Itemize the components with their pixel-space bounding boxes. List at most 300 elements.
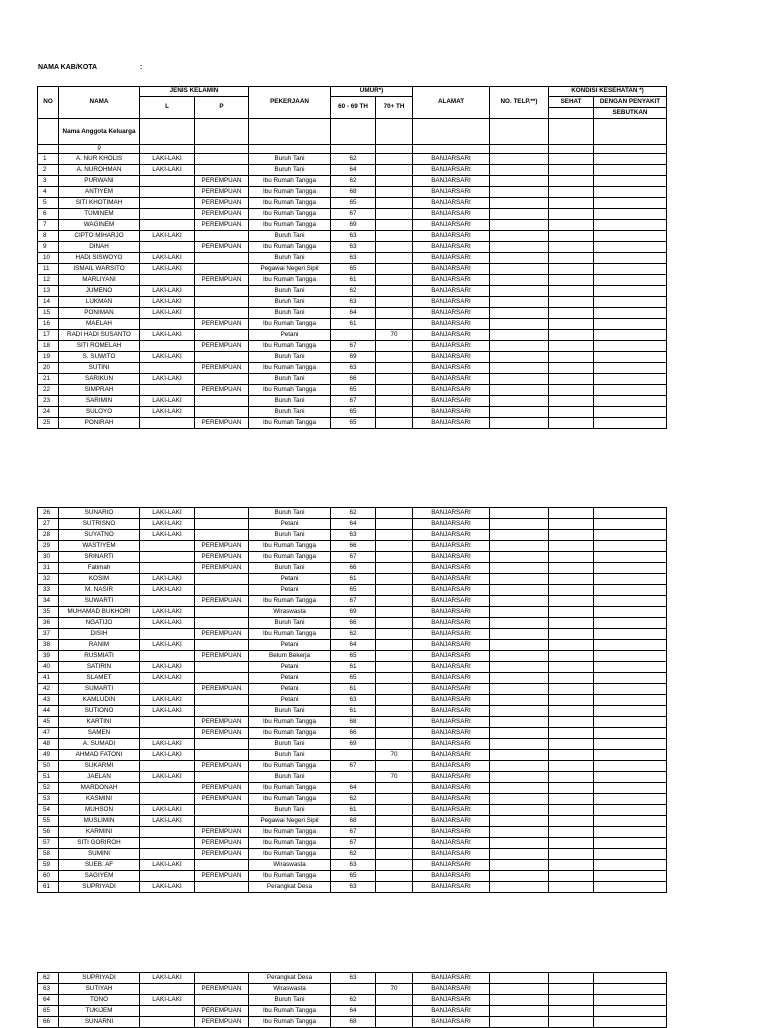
cell-alamat: BANJARSARI bbox=[413, 541, 490, 552]
cell-empty bbox=[490, 563, 549, 574]
header-blank bbox=[490, 119, 549, 145]
cell-no: 36 bbox=[38, 618, 59, 629]
cell-no: 40 bbox=[38, 662, 59, 673]
cell-pekerjaan: Ibu Rumah Tangga bbox=[249, 541, 331, 552]
table-row bbox=[38, 995, 667, 1006]
cell-no: 30 bbox=[38, 552, 59, 563]
cell-empty bbox=[490, 319, 549, 330]
cell-empty bbox=[490, 341, 549, 352]
cell-laki-laki: LAKI-LAKI bbox=[140, 816, 195, 827]
cell-no: 51 bbox=[38, 772, 59, 783]
cell-empty bbox=[490, 585, 549, 596]
cell-empty bbox=[549, 1006, 594, 1017]
table-row bbox=[38, 396, 667, 407]
header-nama-anggota: Nama Anggota Keluarga bbox=[59, 119, 140, 145]
header-blank bbox=[413, 145, 490, 154]
cell-empty bbox=[549, 552, 594, 563]
table-row bbox=[38, 651, 667, 662]
cell-alamat: BANJARSARI bbox=[413, 231, 490, 242]
cell-laki-laki: LAKI-LAKI bbox=[140, 508, 195, 519]
cell-nama: KARMINI bbox=[59, 827, 140, 838]
cell-umur-70 bbox=[376, 264, 413, 275]
cell-pekerjaan: Ibu Rumah Tangga bbox=[249, 629, 331, 640]
cell-umur-60-69: 65 bbox=[331, 871, 376, 882]
cell-empty bbox=[490, 385, 549, 396]
cell-pekerjaan: Ibu Rumah Tangga bbox=[249, 596, 331, 607]
cell-empty bbox=[490, 618, 549, 629]
table-row bbox=[38, 519, 667, 530]
cell-laki-laki bbox=[140, 596, 195, 607]
cell-alamat: BANJARSARI bbox=[413, 220, 490, 231]
cell-empty bbox=[594, 308, 667, 319]
cell-perempuan bbox=[195, 574, 249, 585]
cell-no: 64 bbox=[38, 995, 59, 1006]
cell-umur-70 bbox=[376, 396, 413, 407]
cell-empty bbox=[490, 396, 549, 407]
cell-pekerjaan: Belum Bekerja bbox=[249, 651, 331, 662]
table-row bbox=[38, 750, 667, 761]
cell-no: 49 bbox=[38, 750, 59, 761]
cell-empty bbox=[594, 629, 667, 640]
cell-laki-laki bbox=[140, 552, 195, 563]
cell-umur-70 bbox=[376, 695, 413, 706]
table-row bbox=[38, 319, 667, 330]
table-row bbox=[38, 662, 667, 673]
header-jenis-kelamin: JENIS KELAMIN bbox=[140, 87, 249, 97]
cell-umur-60-69 bbox=[331, 750, 376, 761]
cell-alamat: BANJARSARI bbox=[413, 596, 490, 607]
cell-pekerjaan: Ibu Rumah Tangga bbox=[249, 838, 331, 849]
cell-no: 45 bbox=[38, 717, 59, 728]
cell-empty bbox=[594, 596, 667, 607]
cell-no: 62 bbox=[38, 973, 59, 984]
cell-alamat: BANJARSARI bbox=[413, 816, 490, 827]
table-row bbox=[38, 209, 667, 220]
cell-empty bbox=[549, 341, 594, 352]
cell-perempuan: PEREMPUAN bbox=[195, 220, 249, 231]
cell-umur-70 bbox=[376, 407, 413, 418]
cell-umur-60-69: 66 bbox=[331, 541, 376, 552]
cell-empty bbox=[549, 882, 594, 893]
cell-nama: SAMEN bbox=[59, 728, 140, 739]
cell-perempuan bbox=[195, 253, 249, 264]
cell-umur-60-69: 68 bbox=[331, 717, 376, 728]
cell-nama: A. SUMADI bbox=[59, 739, 140, 750]
cell-umur-60-69: 65 bbox=[331, 418, 376, 429]
cell-no: 54 bbox=[38, 805, 59, 816]
cell-nama: DISIH bbox=[59, 629, 140, 640]
cell-laki-laki: LAKI-LAKI bbox=[140, 662, 195, 673]
table-row bbox=[38, 794, 667, 805]
cell-nama: SRINARTI bbox=[59, 552, 140, 563]
cell-perempuan: PEREMPUAN bbox=[195, 827, 249, 838]
cell-empty bbox=[594, 695, 667, 706]
cell-empty bbox=[490, 308, 549, 319]
cell-empty bbox=[490, 253, 549, 264]
cell-empty bbox=[594, 165, 667, 176]
cell-no: 66 bbox=[38, 1017, 59, 1028]
cell-umur-60-69: 64 bbox=[331, 519, 376, 530]
cell-no: 4 bbox=[38, 187, 59, 198]
table-row bbox=[38, 264, 667, 275]
cell-empty bbox=[549, 805, 594, 816]
cell-perempuan bbox=[195, 772, 249, 783]
cell-alamat: BANJARSARI bbox=[413, 695, 490, 706]
cell-laki-laki bbox=[140, 187, 195, 198]
cell-no: 35 bbox=[38, 607, 59, 618]
cell-no: 53 bbox=[38, 794, 59, 805]
cell-alamat: BANJARSARI bbox=[413, 651, 490, 662]
cell-no: 60 bbox=[38, 871, 59, 882]
cell-pekerjaan: Ibu Rumah Tangga bbox=[249, 849, 331, 860]
cell-empty bbox=[490, 629, 549, 640]
cell-umur-60-69: 64 bbox=[331, 165, 376, 176]
cell-laki-laki: LAKI-LAKI bbox=[140, 882, 195, 893]
cell-pekerjaan: Buruh Tani bbox=[249, 154, 331, 165]
header-blank bbox=[195, 119, 249, 145]
cell-nama: WASTIYEM bbox=[59, 541, 140, 552]
cell-laki-laki: LAKI-LAKI bbox=[140, 519, 195, 530]
cell-nama: LUKMAN bbox=[59, 297, 140, 308]
cell-pekerjaan: Ibu Rumah Tangga bbox=[249, 198, 331, 209]
table-row bbox=[38, 860, 667, 871]
cell-empty bbox=[490, 198, 549, 209]
cell-no: 20 bbox=[38, 363, 59, 374]
cell-umur-70 bbox=[376, 860, 413, 871]
cell-empty bbox=[594, 772, 667, 783]
cell-umur-70 bbox=[376, 629, 413, 640]
cell-perempuan: PEREMPUAN bbox=[195, 794, 249, 805]
cell-empty bbox=[549, 607, 594, 618]
table-row bbox=[38, 418, 667, 429]
cell-empty bbox=[594, 673, 667, 684]
cell-empty bbox=[549, 319, 594, 330]
cell-no: 28 bbox=[38, 530, 59, 541]
cell-empty bbox=[549, 563, 594, 574]
table-body-1 bbox=[38, 154, 667, 429]
cell-pekerjaan: Buruh Tani bbox=[249, 739, 331, 750]
cell-empty bbox=[549, 585, 594, 596]
table-row bbox=[38, 363, 667, 374]
cell-no: 57 bbox=[38, 838, 59, 849]
cell-empty bbox=[594, 209, 667, 220]
table-row bbox=[38, 607, 667, 618]
cell-no: 8 bbox=[38, 231, 59, 242]
cell-perempuan bbox=[195, 308, 249, 319]
cell-laki-laki: LAKI-LAKI bbox=[140, 574, 195, 585]
cell-empty bbox=[594, 849, 667, 860]
cell-laki-laki bbox=[140, 209, 195, 220]
cell-alamat: BANJARSARI bbox=[413, 519, 490, 530]
cell-laki-laki bbox=[140, 783, 195, 794]
cell-empty bbox=[594, 187, 667, 198]
cell-no: 6 bbox=[38, 209, 59, 220]
cell-nama: SUKARMI bbox=[59, 761, 140, 772]
cell-perempuan bbox=[195, 330, 249, 341]
cell-alamat: BANJARSARI bbox=[413, 973, 490, 984]
cell-perempuan: PEREMPUAN bbox=[195, 871, 249, 882]
cell-laki-laki bbox=[140, 761, 195, 772]
cell-perempuan bbox=[195, 673, 249, 684]
table-row bbox=[38, 242, 667, 253]
cell-no: 26 bbox=[38, 508, 59, 519]
cell-nama: SUYATNO bbox=[59, 530, 140, 541]
cell-perempuan bbox=[195, 816, 249, 827]
cell-nama: SLAMET bbox=[59, 673, 140, 684]
cell-no: 33 bbox=[38, 585, 59, 596]
header-dengan-penyakit: DENGAN PENYAKIT bbox=[594, 97, 667, 108]
cell-empty bbox=[549, 275, 594, 286]
cell-laki-laki: LAKI-LAKI bbox=[140, 253, 195, 264]
cell-alamat: BANJARSARI bbox=[413, 783, 490, 794]
cell-empty bbox=[490, 805, 549, 816]
cell-umur-70 bbox=[376, 187, 413, 198]
cell-no: 31 bbox=[38, 563, 59, 574]
cell-pekerjaan: Buruh Tani bbox=[249, 618, 331, 629]
cell-empty bbox=[490, 352, 549, 363]
data-table-3 bbox=[37, 972, 667, 1028]
header-col-index: 9 bbox=[59, 145, 140, 154]
cell-empty bbox=[594, 973, 667, 984]
cell-nama: SUEB. AF bbox=[59, 860, 140, 871]
cell-empty bbox=[594, 297, 667, 308]
cell-umur-60-69: 63 bbox=[331, 882, 376, 893]
cell-alamat: BANJARSARI bbox=[413, 187, 490, 198]
cell-pekerjaan: Petani bbox=[249, 519, 331, 530]
cell-empty bbox=[490, 596, 549, 607]
cell-nama: DINAH bbox=[59, 242, 140, 253]
cell-umur-70: 70 bbox=[376, 984, 413, 995]
cell-empty bbox=[490, 717, 549, 728]
data-table-1 bbox=[37, 86, 667, 429]
cell-pekerjaan: Buruh Tani bbox=[249, 805, 331, 816]
cell-umur-60-69: 69 bbox=[331, 352, 376, 363]
cell-perempuan: PEREMPUAN bbox=[195, 1017, 249, 1028]
cell-empty bbox=[490, 984, 549, 995]
cell-no: 25 bbox=[38, 418, 59, 429]
cell-laki-laki bbox=[140, 984, 195, 995]
cell-empty bbox=[594, 585, 667, 596]
cell-umur-70 bbox=[376, 995, 413, 1006]
cell-umur-60-69: 66 bbox=[331, 618, 376, 629]
header-blank bbox=[38, 145, 59, 154]
cell-empty bbox=[549, 684, 594, 695]
cell-alamat: BANJARSARI bbox=[413, 508, 490, 519]
cell-empty bbox=[549, 995, 594, 1006]
cell-pekerjaan: Ibu Rumah Tangga bbox=[249, 341, 331, 352]
cell-pekerjaan: Ibu Rumah Tangga bbox=[249, 418, 331, 429]
cell-no: 34 bbox=[38, 596, 59, 607]
cell-empty bbox=[490, 651, 549, 662]
cell-umur-70 bbox=[376, 805, 413, 816]
cell-alamat: BANJARSARI bbox=[413, 352, 490, 363]
cell-empty bbox=[594, 838, 667, 849]
cell-alamat: BANJARSARI bbox=[413, 772, 490, 783]
cell-laki-laki bbox=[140, 717, 195, 728]
cell-umur-70 bbox=[376, 585, 413, 596]
cell-nama: SITI KHOTIMAH bbox=[59, 198, 140, 209]
cell-pekerjaan: Buruh Tani bbox=[249, 508, 331, 519]
cell-umur-60-69: 63 bbox=[331, 253, 376, 264]
cell-empty bbox=[594, 1017, 667, 1028]
header-blank bbox=[376, 145, 413, 154]
cell-empty bbox=[594, 418, 667, 429]
cell-laki-laki: LAKI-LAKI bbox=[140, 860, 195, 871]
cell-nama: SUWARTI bbox=[59, 596, 140, 607]
cell-empty bbox=[490, 1017, 549, 1028]
cell-empty bbox=[490, 363, 549, 374]
cell-umur-60-69: 65 bbox=[331, 585, 376, 596]
header-blank bbox=[594, 119, 667, 145]
cell-empty bbox=[594, 882, 667, 893]
cell-empty bbox=[594, 984, 667, 995]
cell-laki-laki bbox=[140, 651, 195, 662]
cell-perempuan: PEREMPUAN bbox=[195, 728, 249, 739]
table-row bbox=[38, 297, 667, 308]
header-blank bbox=[490, 145, 549, 154]
cell-alamat: BANJARSARI bbox=[413, 574, 490, 585]
cell-empty bbox=[594, 651, 667, 662]
cell-laki-laki bbox=[140, 563, 195, 574]
cell-umur-60-69: 63 bbox=[331, 973, 376, 984]
cell-alamat: BANJARSARI bbox=[413, 209, 490, 220]
cell-empty bbox=[490, 973, 549, 984]
cell-empty bbox=[490, 673, 549, 684]
table-row bbox=[38, 330, 667, 341]
cell-no: 65 bbox=[38, 1006, 59, 1017]
cell-empty bbox=[490, 1006, 549, 1017]
table-row bbox=[38, 706, 667, 717]
cell-empty bbox=[549, 297, 594, 308]
cell-empty bbox=[549, 772, 594, 783]
cell-perempuan: PEREMPUAN bbox=[195, 717, 249, 728]
cell-nama: SIMPRAH bbox=[59, 385, 140, 396]
table-row bbox=[38, 552, 667, 563]
cell-no: 16 bbox=[38, 319, 59, 330]
cell-umur-60-69: 64 bbox=[331, 308, 376, 319]
cell-nama: MUHAMAD BUKHORI bbox=[59, 607, 140, 618]
cell-no: 2 bbox=[38, 165, 59, 176]
cell-perempuan bbox=[195, 706, 249, 717]
table-row bbox=[38, 973, 667, 984]
header-blank bbox=[549, 108, 594, 119]
cell-umur-70 bbox=[376, 706, 413, 717]
cell-empty bbox=[490, 552, 549, 563]
cell-nama: KAMLUDIN bbox=[59, 695, 140, 706]
cell-alamat: BANJARSARI bbox=[413, 640, 490, 651]
cell-empty bbox=[490, 662, 549, 673]
cell-empty bbox=[490, 286, 549, 297]
cell-alamat: BANJARSARI bbox=[413, 253, 490, 264]
cell-umur-70 bbox=[376, 607, 413, 618]
header-blank bbox=[38, 119, 59, 145]
cell-pekerjaan: Petani bbox=[249, 684, 331, 695]
cell-no: 3 bbox=[38, 176, 59, 187]
table-row bbox=[38, 728, 667, 739]
cell-nama: A. NUROHMAN bbox=[59, 165, 140, 176]
cell-no: 32 bbox=[38, 574, 59, 585]
header-no: NO bbox=[38, 87, 59, 119]
cell-nama: SUMARTI bbox=[59, 684, 140, 695]
cell-umur-70 bbox=[376, 319, 413, 330]
cell-pekerjaan: Petani bbox=[249, 574, 331, 585]
table-row bbox=[38, 739, 667, 750]
cell-empty bbox=[549, 231, 594, 242]
cell-laki-laki: LAKI-LAKI bbox=[140, 607, 195, 618]
cell-empty bbox=[594, 231, 667, 242]
cell-perempuan bbox=[195, 973, 249, 984]
cell-no: 38 bbox=[38, 640, 59, 651]
cell-empty bbox=[490, 607, 549, 618]
cell-pekerjaan: Ibu Rumah Tangga bbox=[249, 319, 331, 330]
cell-empty bbox=[594, 794, 667, 805]
cell-umur-60-69: 62 bbox=[331, 154, 376, 165]
cell-empty bbox=[594, 552, 667, 563]
cell-alamat: BANJARSARI bbox=[413, 673, 490, 684]
cell-empty bbox=[549, 574, 594, 585]
cell-pekerjaan: Buruh Tani bbox=[249, 706, 331, 717]
cell-no: 47 bbox=[38, 728, 59, 739]
cell-umur-60-69: 61 bbox=[331, 684, 376, 695]
table-row bbox=[38, 827, 667, 838]
cell-perempuan: PEREMPUAN bbox=[195, 629, 249, 640]
cell-empty bbox=[594, 805, 667, 816]
cell-alamat: BANJARSARI bbox=[413, 286, 490, 297]
cell-empty bbox=[490, 508, 549, 519]
cell-pekerjaan: Buruh Tani bbox=[249, 563, 331, 574]
cell-pekerjaan: Buruh Tani bbox=[249, 374, 331, 385]
cell-alamat: BANJARSARI bbox=[413, 1017, 490, 1028]
cell-pekerjaan: Perangkat Desa bbox=[249, 882, 331, 893]
cell-nama: SUTRISNO bbox=[59, 519, 140, 530]
cell-alamat: BANJARSARI bbox=[413, 607, 490, 618]
cell-umur-60-69: 64 bbox=[331, 640, 376, 651]
cell-empty bbox=[549, 286, 594, 297]
cell-perempuan bbox=[195, 739, 249, 750]
header-blank bbox=[594, 145, 667, 154]
cell-no: 58 bbox=[38, 849, 59, 860]
cell-perempuan: PEREMPUAN bbox=[195, 242, 249, 253]
table-row bbox=[38, 717, 667, 728]
cell-empty bbox=[490, 739, 549, 750]
cell-umur-70 bbox=[376, 827, 413, 838]
cell-laki-laki bbox=[140, 794, 195, 805]
cell-nama: WAGINEM bbox=[59, 220, 140, 231]
cell-empty bbox=[490, 209, 549, 220]
cell-laki-laki: LAKI-LAKI bbox=[140, 308, 195, 319]
cell-laki-laki bbox=[140, 176, 195, 187]
cell-laki-laki: LAKI-LAKI bbox=[140, 750, 195, 761]
cell-perempuan: PEREMPUAN bbox=[195, 651, 249, 662]
cell-empty bbox=[594, 319, 667, 330]
cell-laki-laki: LAKI-LAKI bbox=[140, 772, 195, 783]
cell-umur-60-69: 67 bbox=[331, 827, 376, 838]
cell-pekerjaan: Petani bbox=[249, 673, 331, 684]
cell-laki-laki bbox=[140, 275, 195, 286]
cell-empty bbox=[549, 651, 594, 662]
cell-umur-70 bbox=[376, 1006, 413, 1017]
cell-no: 17 bbox=[38, 330, 59, 341]
cell-nama: SATIRIN bbox=[59, 662, 140, 673]
cell-umur-60-69: 62 bbox=[331, 176, 376, 187]
cell-umur-70 bbox=[376, 973, 413, 984]
cell-laki-laki bbox=[140, 341, 195, 352]
table-row bbox=[38, 1017, 667, 1028]
cell-empty bbox=[490, 849, 549, 860]
cell-no: 1 bbox=[38, 154, 59, 165]
header-blank bbox=[549, 145, 594, 154]
cell-no: 10 bbox=[38, 253, 59, 264]
